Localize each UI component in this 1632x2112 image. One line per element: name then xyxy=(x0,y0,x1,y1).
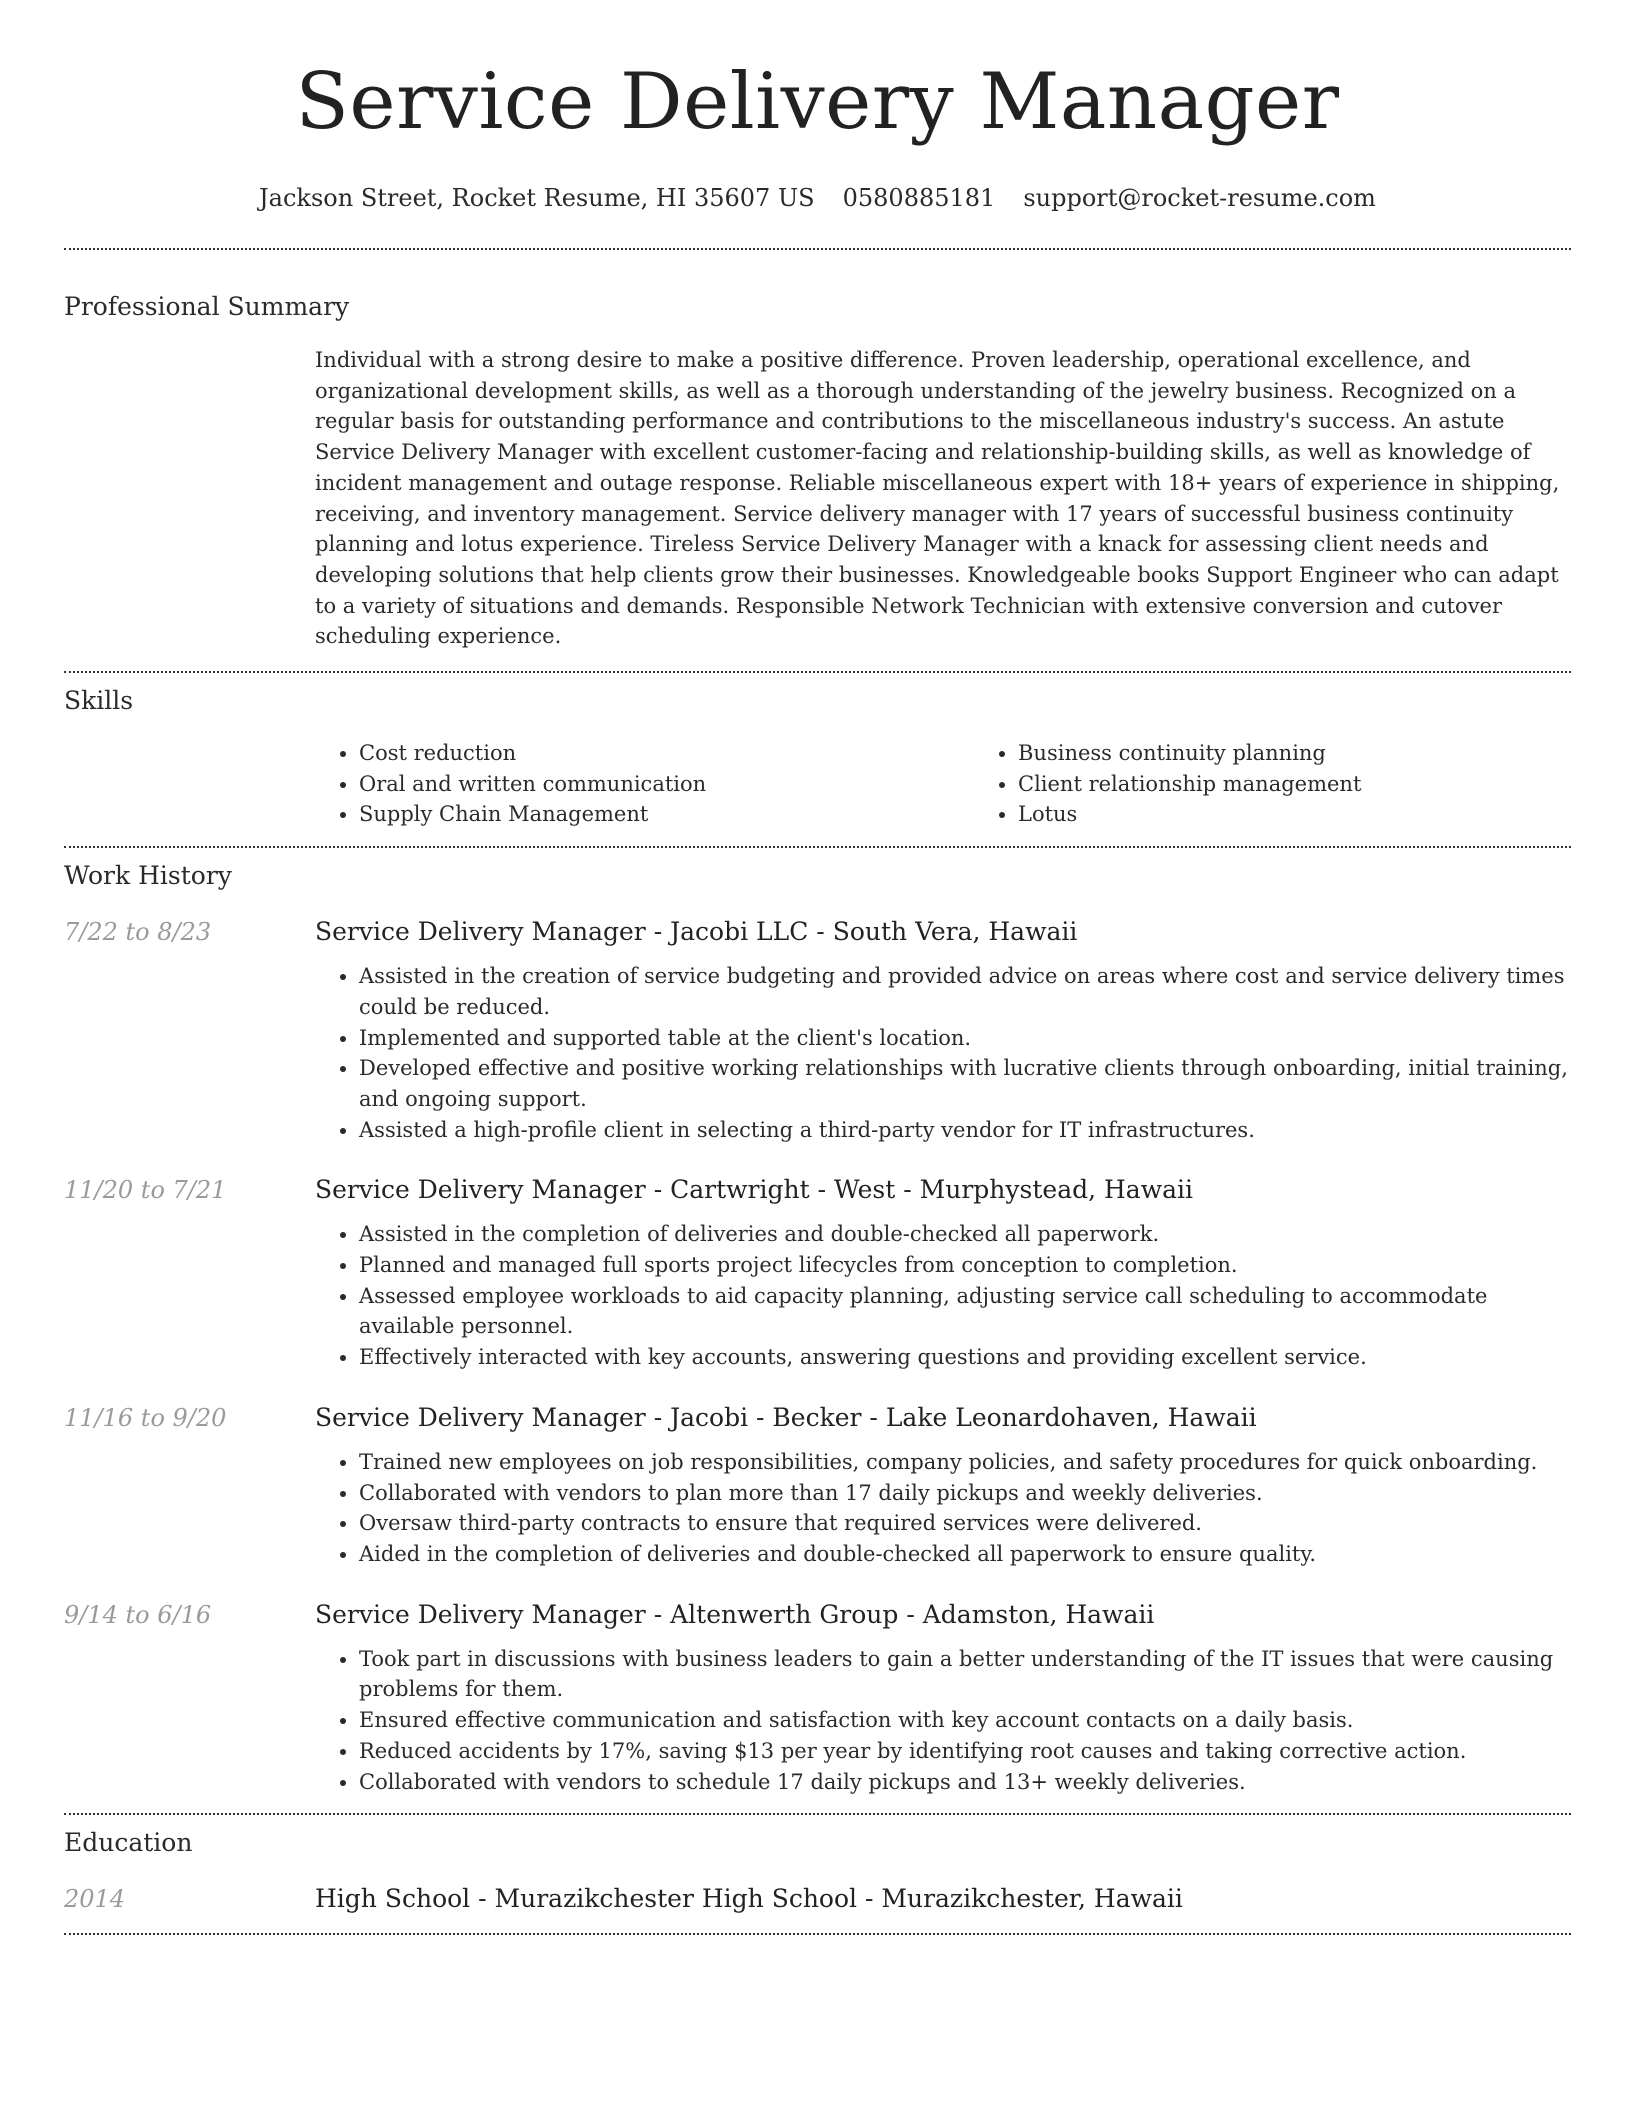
job-bullet: • Collaborated with vendors to schedule 17 daily pickups and 13+ weekly deliveries. xyxy=(359,1767,1571,1798)
job-title: Service Delivery Manager - Cartwright - West - Murphystead, Hawaii xyxy=(315,1175,1193,1205)
job-bullet: • Trained new employees on job responsibilities, company policies, and safety procedures for quick onboarding. xyxy=(359,1447,1571,1478)
job-entry xyxy=(64,1598,1571,1798)
skills-grid xyxy=(315,738,1632,830)
skills-spacer xyxy=(64,738,315,830)
skill-item: • Lotus xyxy=(1018,799,1632,830)
work-heading: Work History xyxy=(64,861,232,891)
contact-line xyxy=(64,182,1571,214)
education-year: 2014 xyxy=(64,1885,126,1914)
job-bullet: • Took part in discussions with business leaders to gain a better understanding of the IT issues that were causing problems for them. xyxy=(359,1644,1571,1705)
education-title: High School - Murazikchester High School - Murazikchester, Hawaii xyxy=(315,1884,1183,1914)
divider-education xyxy=(64,1933,1571,1935)
summary-section xyxy=(64,250,1571,652)
summary-text: Individual with a strong desire to make a positive difference. Proven leadership, operational excellence, and organizational development skills, as well as a thorough understanding of the jewelry business. Recognized on a regular basis for outstanding performance and contributions to the miscellaneous industry's success. An astute Service Delivery Manager with excellent customer-facing and relationship-building skills, as well as knowledge of incident management and outage response. Reliable miscellaneous expert with 18+ years of experience in shipping, receiving, and inventory management. Service delivery manager with 17 years of successful business continuity planning and lotus experience. Tireless Service Delivery Manager with a knack for assessing client needs and developing solutions that help clients grow their businesses. Knowledgeable books Support Engineer who can adapt to a variety of situations and demands. Responsible Network Technician with extensive conversion and cutover scheduling experience. xyxy=(315,348,1560,649)
job-dates: 9/14 to 6/16 xyxy=(64,1600,212,1629)
education-heading: Education xyxy=(64,1828,193,1858)
summary-heading: Professional Summary xyxy=(64,292,350,321)
job-entry xyxy=(64,1173,1571,1373)
contact-email: support@rocket-resume.com xyxy=(1023,184,1376,212)
job-bullet: • Reduced accidents by 17%, saving $13 per year by identifying root causes and taking corrective action. xyxy=(359,1736,1571,1767)
skill-item: • Oral and written communication xyxy=(359,769,974,800)
job-bullet: • Assisted in the completion of deliveries and double-checked all paperwork. xyxy=(359,1219,1571,1250)
job-bullet: • Assessed employee workloads to aid capacity planning, adjusting service call scheduling to accommodate available personnel. xyxy=(359,1281,1571,1342)
job-bullet: • Assisted in the creation of service budgeting and provided advice on areas where cost and service delivery times could be reduced. xyxy=(359,961,1571,1022)
job-bullet: • Ensured effective communication and satisfaction with key account contacts on a daily basis. xyxy=(359,1705,1571,1736)
job-dates: 11/16 to 9/20 xyxy=(64,1403,227,1432)
job-bullets xyxy=(315,1644,1571,1798)
job-entry xyxy=(64,915,1571,1145)
skills-heading: Skills xyxy=(64,686,134,716)
contact-address: Jackson Street, Rocket Resume, HI 35607 US xyxy=(259,184,815,212)
job-bullet: • Implemented and supported table at the client's location. xyxy=(359,1023,1571,1054)
skill-item: • Business continuity planning xyxy=(1018,738,1632,769)
job-dates: 7/22 to 8/23 xyxy=(64,918,212,947)
summary-spacer xyxy=(64,345,315,652)
job-bullet: • Developed effective and positive working relationships with lucrative clients through onboarding, initial training, and ongoing support. xyxy=(359,1053,1571,1114)
resume-name: Service Delivery Manager xyxy=(295,57,1340,147)
skill-item: • Supply Chain Management xyxy=(359,799,974,830)
contact-phone: 0580885181 xyxy=(842,184,996,212)
job-title: Service Delivery Manager - Altenwerth Group - Adamston, Hawaii xyxy=(315,1599,1155,1629)
job-title: Service Delivery Manager - Jacobi LLC - South Vera, Hawaii xyxy=(315,917,1078,947)
job-dates: 11/20 to 7/21 xyxy=(64,1176,227,1205)
job-bullet: • Effectively interacted with key accounts, answering questions and providing excellent service. xyxy=(359,1342,1571,1373)
job-bullet: • Assisted a high-profile client in selecting a third-party vendor for IT infrastructures. xyxy=(359,1115,1571,1146)
resume-page xyxy=(64,0,1571,1935)
job-entry xyxy=(64,1401,1571,1570)
job-bullet: • Collaborated with vendors to plan more than 17 daily pickups and weekly deliveries. xyxy=(359,1478,1571,1509)
skill-item: • Client relationship management xyxy=(1018,769,1632,800)
skills-list-right xyxy=(974,738,1632,830)
education-section xyxy=(64,1815,1571,1916)
job-bullet: • Oversaw third-party contracts to ensure that required services were delivered. xyxy=(359,1508,1571,1539)
work-section xyxy=(64,848,1571,1797)
skills-section xyxy=(64,673,1571,830)
skills-list-left xyxy=(315,738,974,830)
job-bullets xyxy=(315,1447,1571,1570)
job-bullets xyxy=(315,1219,1571,1373)
job-bullet: • Aided in the completion of deliveries and double-checked all paperwork to ensure quality. xyxy=(359,1539,1571,1570)
job-title: Service Delivery Manager - Jacobi - Becker - Lake Leonardohaven, Hawaii xyxy=(315,1402,1257,1432)
skill-item: • Cost reduction xyxy=(359,738,974,769)
job-bullets xyxy=(315,961,1571,1145)
job-bullet: • Planned and managed full sports project lifecycles from conception to completion. xyxy=(359,1250,1571,1281)
